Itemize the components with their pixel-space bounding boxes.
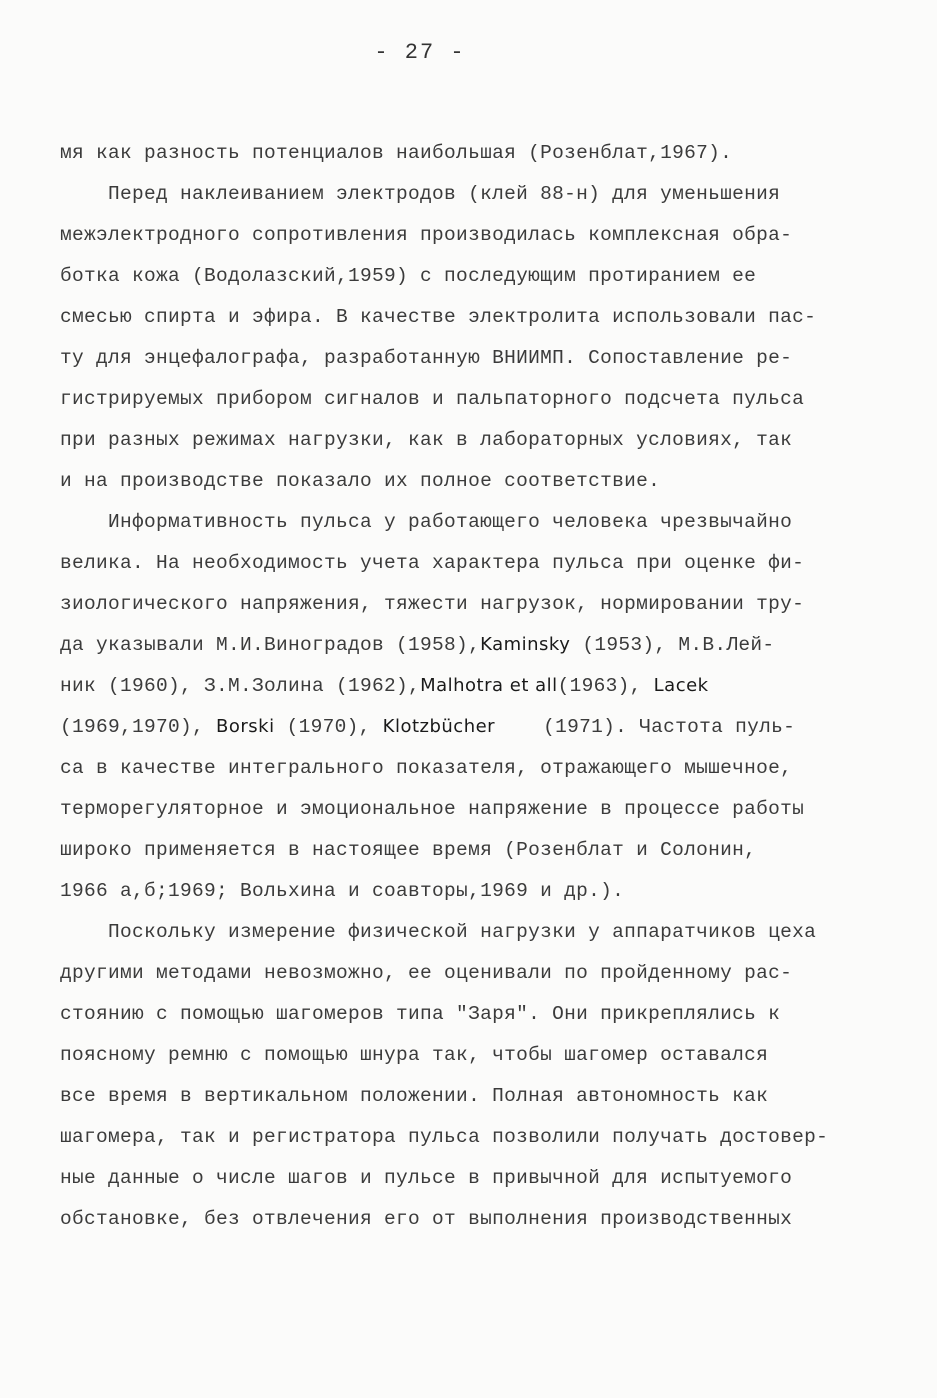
handwritten-name: Malhotra et all [420, 675, 558, 696]
line-segment: (1969,1970), [60, 716, 217, 738]
text-line: Перед наклеиванием электродов (клей 88-н) для уменьшения [60, 183, 781, 205]
text-line: межэлектродного сопротивления производилась комплексная обра- [60, 224, 793, 246]
text-line: другими методами невозможно, ее оценивали по пройденному рас- [60, 962, 793, 984]
text-line: мя как разность потенциалов наибольшая (Розенблат,1967). [60, 142, 733, 164]
line-segment: (1963), [557, 675, 654, 697]
text-line-mixed [60, 634, 774, 656]
text-line: широко применяется в настоящее время (Розенблат и Солонин, [60, 839, 757, 861]
page-number: - 27 - [374, 40, 466, 65]
text-line: ботка кожа (Водолазский,1959) с последующим протиранием ее [60, 265, 757, 287]
line-segment: да указывали М.И.Виноградов (1958), [60, 634, 481, 656]
text-line: обстановке, без отвлечения его от выполнения производственных [60, 1208, 793, 1230]
text-line: смесью спирта и эфира. В качестве электролита использовали пас- [60, 306, 817, 328]
line-segment: (1953), М.В.Лей- [570, 634, 775, 656]
text-line: ту для энцефалографа, разработанную ВНИИМП. Сопоставление ре- [60, 347, 793, 369]
handwritten-name: Lacek [653, 675, 709, 696]
line-segment: (1970), [274, 716, 383, 738]
text-line: поясному ремню с помощью шнура так, чтобы шагомер оставался [60, 1044, 769, 1066]
handwritten-name: Kaminsky [480, 634, 571, 655]
text-line-mixed [60, 675, 709, 697]
text-line: при разных режимах нагрузки, как в лабораторных условиях, так [60, 429, 793, 451]
text-line-mixed [60, 716, 795, 738]
text-line: гистрируемых прибором сигналов и пальпаторного подсчета пульса [60, 388, 805, 410]
text-line: ные данные о числе шагов и пульсе в привычной для испытуемого [60, 1167, 793, 1189]
text-line: Поскольку измерение физической нагрузки у аппаратчиков цеха [60, 921, 817, 943]
text-line: шагомера, так и регистратора пульса позволили получать достовер- [60, 1126, 829, 1148]
handwritten-name: Klotzbücher [382, 716, 496, 737]
text-line: 1966 а,б;1969; Вольхина и соавторы,1969 и др.). [60, 880, 625, 902]
text-line: стоянию с помощью шагомеров типа "Заря". Они прикреплялись к [60, 1003, 781, 1025]
text-line: велика. На необходимость учета характера пульса при оценке фи- [60, 552, 805, 574]
line-segment: ник (1960), З.М.Золина (1962), [60, 675, 421, 697]
text-line: терморегуляторное и эмоциональное напряжение в процессе работы [60, 798, 805, 820]
line-segment: (1971). Частота пуль- [495, 716, 796, 738]
text-line: зиологического напряжения, тяжести нагрузок, нормировании тру- [60, 593, 805, 615]
handwritten-name: Borski [216, 716, 275, 737]
text-line: и на производстве показало их полное соответствие. [60, 470, 661, 492]
text-line: все время в вертикальном положении. Полная автономность как [60, 1085, 769, 1107]
text-line: са в качестве интегрального показателя, отражающего мышечное, [60, 757, 793, 779]
text-line: Информативность пульса у работающего человека чрезвычайно [60, 511, 793, 533]
